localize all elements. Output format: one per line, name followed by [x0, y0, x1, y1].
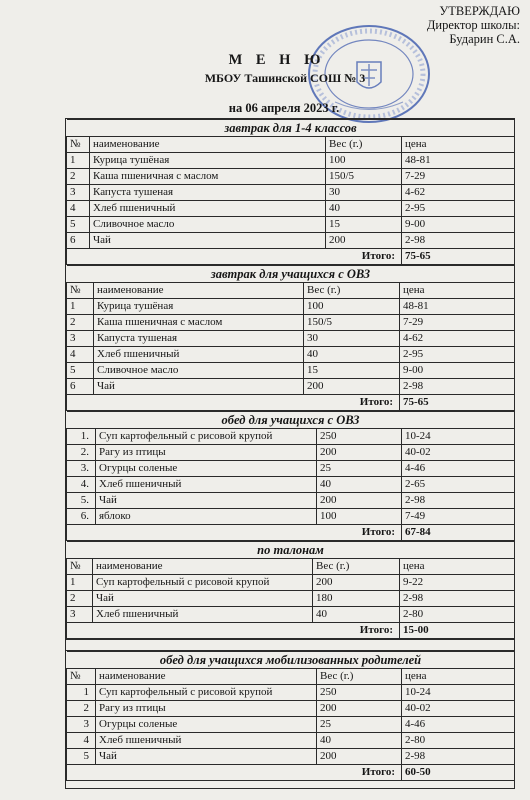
- item-num: 3: [67, 331, 94, 347]
- item-num: 1: [67, 685, 96, 701]
- col-weight-header: Вес (г.): [304, 283, 400, 299]
- section-title: по талонам: [67, 542, 515, 559]
- section-title: обед для учащихся с ОВЗ: [67, 412, 515, 429]
- item-weight: 200: [317, 445, 402, 461]
- school-name: МБОУ Ташинской СОШ № 3: [204, 71, 366, 85]
- item-num: 6: [67, 233, 90, 249]
- item-price: 2-98: [400, 591, 515, 607]
- item-num: 5.: [67, 493, 96, 509]
- total-value: 75-65: [400, 395, 515, 411]
- table-row: [67, 461, 515, 477]
- item-weight: 150/5: [326, 169, 402, 185]
- item-weight: 40: [317, 733, 402, 749]
- item-num: 3: [67, 185, 90, 201]
- item-weight: 25: [317, 461, 402, 477]
- table-row: [67, 477, 515, 493]
- item-price: 2-98: [402, 233, 515, 249]
- col-name-header: наименование: [93, 559, 313, 575]
- table-row: [67, 429, 515, 445]
- table-header-row: [67, 283, 515, 299]
- menu-table-container: [65, 118, 515, 789]
- table-row: [67, 217, 515, 233]
- col-num-header: №: [67, 137, 90, 153]
- table-row: [67, 185, 515, 201]
- item-price: 7-29: [400, 315, 515, 331]
- item-num: 4: [67, 201, 90, 217]
- table-row: [67, 153, 515, 169]
- total-row: [67, 249, 515, 265]
- col-num-header: №: [67, 559, 93, 575]
- total-label: Итого:: [67, 623, 400, 639]
- col-weight-header: Вес (г.): [317, 669, 402, 685]
- item-num: 2: [67, 591, 93, 607]
- table-row: [67, 493, 515, 509]
- col-num-header: №: [67, 669, 96, 685]
- item-name: Рагу из птицы: [96, 701, 317, 717]
- col-price-header: цена: [402, 137, 515, 153]
- item-price: 9-22: [400, 575, 515, 591]
- table-row: [67, 347, 515, 363]
- item-name: Хлеб пшеничный: [96, 733, 317, 749]
- item-name: Чай: [96, 493, 317, 509]
- item-weight: 200: [317, 493, 402, 509]
- item-name: Хлеб пшеничный: [94, 347, 304, 363]
- item-name: Хлеб пшеничный: [93, 607, 313, 623]
- item-num: 2: [67, 169, 90, 185]
- item-price: 4-46: [402, 717, 515, 733]
- col-weight-header: Вес (г.): [313, 559, 400, 575]
- item-name: Суп картофельный с рисовой крупой: [96, 685, 317, 701]
- section-lunch-ovz: [66, 411, 515, 541]
- item-weight: 150/5: [304, 315, 400, 331]
- table-row: [67, 591, 515, 607]
- table-row: [67, 201, 515, 217]
- item-name: Чай: [96, 749, 317, 765]
- item-num: 1.: [67, 429, 96, 445]
- item-price: 9-00: [402, 217, 515, 233]
- col-price-header: цена: [400, 283, 515, 299]
- item-name: Огурцы соленые: [96, 461, 317, 477]
- item-weight: 250: [317, 685, 402, 701]
- section-title: завтрак для 1-4 классов: [67, 120, 515, 137]
- col-name-header: наименование: [96, 669, 317, 685]
- item-price: 40-02: [402, 445, 515, 461]
- item-weight: 200: [317, 749, 402, 765]
- item-name: Капуста тушеная: [90, 185, 326, 201]
- section-breakfast-ovz: [66, 265, 515, 411]
- item-num: 6.: [67, 509, 96, 525]
- item-weight: 200: [304, 379, 400, 395]
- total-value: 67-84: [402, 525, 515, 541]
- item-name: Суп картофельный с рисовой крупой: [96, 429, 317, 445]
- table-row: [67, 233, 515, 249]
- item-weight: 15: [326, 217, 402, 233]
- col-price-header: цена: [402, 669, 515, 685]
- item-weight: 200: [313, 575, 400, 591]
- item-name: Чай: [94, 379, 304, 395]
- table-row: [67, 717, 515, 733]
- item-name: Каша пшеничная с маслом: [94, 315, 304, 331]
- col-num-header: №: [67, 283, 94, 299]
- table-row: [67, 331, 515, 347]
- item-price: 2-98: [402, 749, 515, 765]
- item-name: Суп картофельный с рисовой крупой: [93, 575, 313, 591]
- table-row: [67, 509, 515, 525]
- item-name: Рагу из птицы: [96, 445, 317, 461]
- item-price: 4-62: [402, 185, 515, 201]
- section-spacer: [66, 639, 514, 651]
- item-name: Огурцы соленые: [96, 717, 317, 733]
- total-label: Итого:: [67, 765, 402, 781]
- table-row: [67, 607, 515, 623]
- total-value: 15-00: [400, 623, 515, 639]
- item-num: 4: [67, 733, 96, 749]
- item-price: 10-24: [402, 685, 515, 701]
- item-name: Чай: [90, 233, 326, 249]
- table-row: [67, 315, 515, 331]
- item-weight: 200: [326, 233, 402, 249]
- item-num: 3: [67, 607, 93, 623]
- table-row: [67, 445, 515, 461]
- item-price: 9-00: [400, 363, 515, 379]
- item-price: 10-24: [402, 429, 515, 445]
- section-title: обед для учащихся мобилизованных родителей: [67, 652, 515, 669]
- item-num: 1: [67, 153, 90, 169]
- section-coupons: [66, 541, 515, 639]
- item-num: 1: [67, 575, 93, 591]
- item-name: Каша пшеничная с маслом: [90, 169, 326, 185]
- section-title: завтрак для учащихся с ОВЗ: [67, 266, 515, 283]
- item-price: 2-80: [402, 733, 515, 749]
- item-name: Курица тушёная: [94, 299, 304, 315]
- menu-date: на 06 апреля 2023 г.: [228, 101, 340, 115]
- item-weight: 200: [317, 701, 402, 717]
- table-row: [67, 575, 515, 591]
- item-price: 2-98: [402, 493, 515, 509]
- item-price: 7-29: [402, 169, 515, 185]
- item-num: 2.: [67, 445, 96, 461]
- item-weight: 40: [304, 347, 400, 363]
- item-weight: 250: [317, 429, 402, 445]
- item-weight: 40: [317, 477, 402, 493]
- item-price: 2-95: [402, 201, 515, 217]
- item-price: 48-81: [402, 153, 515, 169]
- total-label: Итого:: [67, 525, 402, 541]
- table-row: [67, 685, 515, 701]
- total-row: [67, 765, 515, 781]
- item-num: 5: [67, 363, 94, 379]
- menu-title: М Е Н Ю: [228, 52, 326, 68]
- section-lunch-mobilized: [66, 651, 515, 781]
- total-label: Итого:: [67, 249, 402, 265]
- item-weight: 40: [313, 607, 400, 623]
- item-weight: 40: [326, 201, 402, 217]
- total-row: [67, 395, 515, 411]
- table-row: [67, 169, 515, 185]
- item-weight: 100: [326, 153, 402, 169]
- item-num: 4.: [67, 477, 96, 493]
- item-weight: 30: [304, 331, 400, 347]
- item-num: 2: [67, 315, 94, 331]
- item-weight: 100: [317, 509, 402, 525]
- table-row: [67, 379, 515, 395]
- item-price: 2-95: [400, 347, 515, 363]
- item-num: 3.: [67, 461, 96, 477]
- item-price: 40-02: [402, 701, 515, 717]
- item-num: 3: [67, 717, 96, 733]
- item-weight: 180: [313, 591, 400, 607]
- table-header-row: [67, 137, 515, 153]
- item-name: Чай: [93, 591, 313, 607]
- approval-position: Директор школы:: [426, 18, 520, 32]
- col-weight-header: Вес (г.): [326, 137, 402, 153]
- item-weight: 30: [326, 185, 402, 201]
- total-row: [67, 623, 515, 639]
- item-name: яблоко: [96, 509, 317, 525]
- total-value: 60-50: [402, 765, 515, 781]
- item-price: 2-80: [400, 607, 515, 623]
- item-weight: 100: [304, 299, 400, 315]
- item-num: 4: [67, 347, 94, 363]
- item-weight: 25: [317, 717, 402, 733]
- table-row: [67, 701, 515, 717]
- item-name: Курица тушёная: [90, 153, 326, 169]
- item-num: 2: [67, 701, 96, 717]
- table-row: [67, 749, 515, 765]
- item-price: 2-98: [400, 379, 515, 395]
- item-num: 6: [67, 379, 94, 395]
- approval-signatory: Бударин С.А.: [449, 32, 520, 46]
- total-value: 75-65: [402, 249, 515, 265]
- item-price: 4-46: [402, 461, 515, 477]
- item-name: Хлеб пшеничный: [90, 201, 326, 217]
- table-header-row: [67, 669, 515, 685]
- item-price: 7-49: [402, 509, 515, 525]
- col-name-header: наименование: [94, 283, 304, 299]
- table-header-row: [67, 559, 515, 575]
- approval-title: УТВЕРЖДАЮ: [439, 4, 520, 18]
- table-row: [67, 733, 515, 749]
- item-name: Хлеб пшеничный: [96, 477, 317, 493]
- item-num: 5: [67, 217, 90, 233]
- table-row: [67, 363, 515, 379]
- item-name: Сливочное масло: [94, 363, 304, 379]
- section-breakfast-1-4: [66, 119, 515, 265]
- item-price: 2-65: [402, 477, 515, 493]
- item-name: Сливочное масло: [90, 217, 326, 233]
- item-num: 5: [67, 749, 96, 765]
- item-num: 1: [67, 299, 94, 315]
- item-price: 4-62: [400, 331, 515, 347]
- item-name: Капуста тушеная: [94, 331, 304, 347]
- col-price-header: цена: [400, 559, 515, 575]
- total-label: Итого:: [67, 395, 400, 411]
- item-price: 48-81: [400, 299, 515, 315]
- table-row: [67, 299, 515, 315]
- total-row: [67, 525, 515, 541]
- item-weight: 15: [304, 363, 400, 379]
- col-name-header: наименование: [90, 137, 326, 153]
